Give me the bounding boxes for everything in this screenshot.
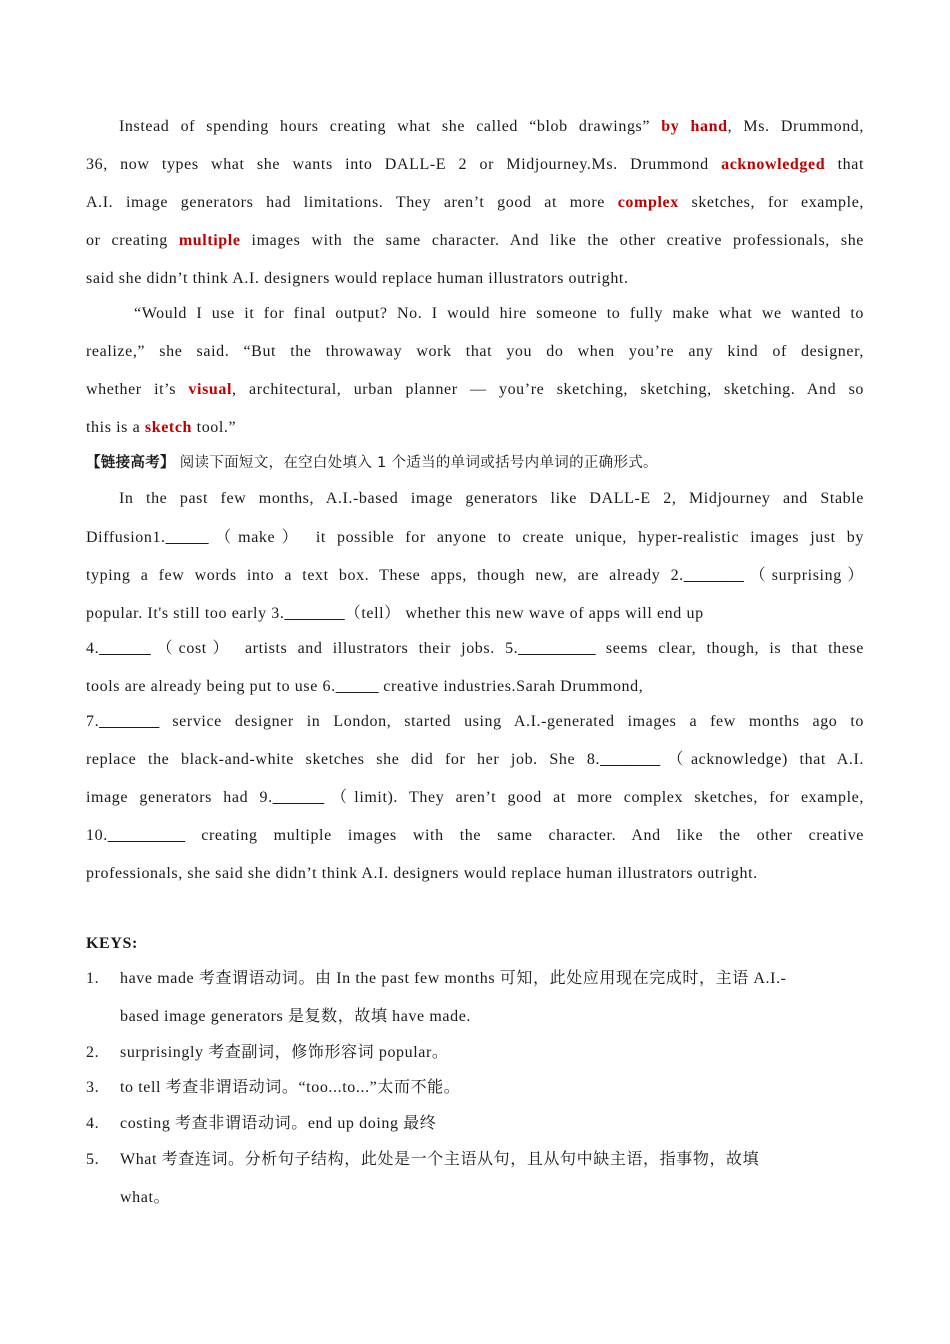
passage-line: “Would I use it for final output? No. I would hire someone to fully make what we wanted to xyxy=(134,305,864,322)
highlight-word: complex xyxy=(617,194,679,211)
passage-line: whether it’s visual, architectural, urban planner — you’re sketching, sketching, sketching. And so xyxy=(86,381,864,398)
exercise-line: tools are already being put to use 6._____ creative industries.Sarah Drummond, xyxy=(86,678,644,695)
highlight-word: sketch xyxy=(144,419,193,436)
exercise-line: 4.______（cost） artists and illustrators their jobs. 5._________ seems clear, though, is that these xyxy=(86,640,864,657)
passage-line: realize,” she said. “But the throwaway work that you do when you’re any kind of designer, xyxy=(86,343,864,360)
key-number: 2. xyxy=(86,1044,100,1061)
highlight-word: acknowledged xyxy=(721,156,826,173)
key-answer: costing 考查非谓语动词。end up doing 最终 xyxy=(120,1115,437,1132)
keys-heading: KEYS: xyxy=(86,935,138,952)
exercise-heading xyxy=(86,453,864,473)
key-number: 3. xyxy=(86,1079,100,1096)
answer-blank-1: _____ xyxy=(165,529,209,546)
key-answer: have made 考查谓语动词。由 In the past few months 可知，此处应用现在完成时，主语 A.I.- xyxy=(120,970,787,987)
key-answer-continued: based image generators 是复数，故填 have made. xyxy=(120,1008,472,1025)
exercise-instruction: 阅读下面短文，在空白处填入 1 个适当的单词或括号内单词的正确形式。 xyxy=(174,455,658,471)
exercise-line: image generators had 9.______（limit). They aren’t good at more complex sketches, for example, xyxy=(86,789,864,806)
answer-blank-6: _____ xyxy=(335,678,379,695)
key-number: 4. xyxy=(86,1115,100,1132)
exercise-line: replace the black-and-white sketches she did for her job. She 8._______（acknowledge) that A.I. xyxy=(86,751,864,768)
exercise-line: Diffusion1._____（make） it possible for anyone to create unique, hyper-realistic images just by xyxy=(86,529,864,546)
exercise-line: 10._________ creating multiple images with the same character. And like the other creative xyxy=(86,827,864,844)
answer-blank-10: _________ xyxy=(107,827,186,844)
exercise-line: In the past few months, A.I.-based image generators like DALL-E 2, Midjourney and Stable xyxy=(119,490,864,507)
answer-blank-9: ______ xyxy=(272,789,325,806)
exercise-line: professionals, she said she didn’t think A.I. designers would replace human illustrators outright. xyxy=(86,865,758,882)
key-number: 5. xyxy=(86,1151,100,1168)
answer-blank-2: _______ xyxy=(683,567,744,584)
answer-blank-8: _______ xyxy=(600,751,661,768)
key-answer: surprisingly 考查副词，修饰形容词 popular。 xyxy=(120,1044,449,1061)
answer-blank-7: _______ xyxy=(99,713,160,730)
highlight-word: multiple xyxy=(178,232,241,249)
answer-blank-4: ______ xyxy=(99,640,151,657)
highlight-word: by hand xyxy=(661,118,728,135)
exercise-line: popular. It's still too early 3._______（tell） whether this new wave of apps will end up xyxy=(86,605,704,622)
exercise-line: typing a few words into a text box. These apps, though new, are already 2._______（surprising） xyxy=(86,567,865,584)
answer-blank-3: _______ xyxy=(284,605,345,622)
key-number: 1. xyxy=(86,970,100,987)
highlight-word: visual xyxy=(188,381,233,398)
key-answer: to tell 考查非谓语动词。“too...to...”太而不能。 xyxy=(120,1079,461,1096)
answer-blank-5: _________ xyxy=(518,640,596,657)
passage-line: or creating multiple images with the same character. And like the other creative professionals, she xyxy=(86,232,864,249)
exercise-line: 7._______ service designer in London, started using A.I.-generated images a few months ago to xyxy=(86,713,864,730)
passage-line: 36, now types what she wants into DALL-E 2 or Midjourney.Ms. Drummond acknowledged that xyxy=(86,156,865,173)
exercise-title: 【链接高考】 xyxy=(86,455,175,471)
passage-line: said she didn’t think A.I. designers would replace human illustrators outright. xyxy=(86,270,629,287)
key-answer: What 考查连词。分析句子结构，此处是一个主语从句，且从句中缺主语，指事物，故填 xyxy=(120,1151,760,1168)
passage-line: A.I. image generators had limitations. They aren’t good at more complex sketches, for example, xyxy=(86,194,864,211)
passage-line: this is a sketch tool.” xyxy=(86,419,237,436)
key-answer-continued: what。 xyxy=(120,1189,171,1206)
passage-line: Instead of spending hours creating what she called “blob drawings” by hand, Ms. Drummond, xyxy=(119,118,864,135)
